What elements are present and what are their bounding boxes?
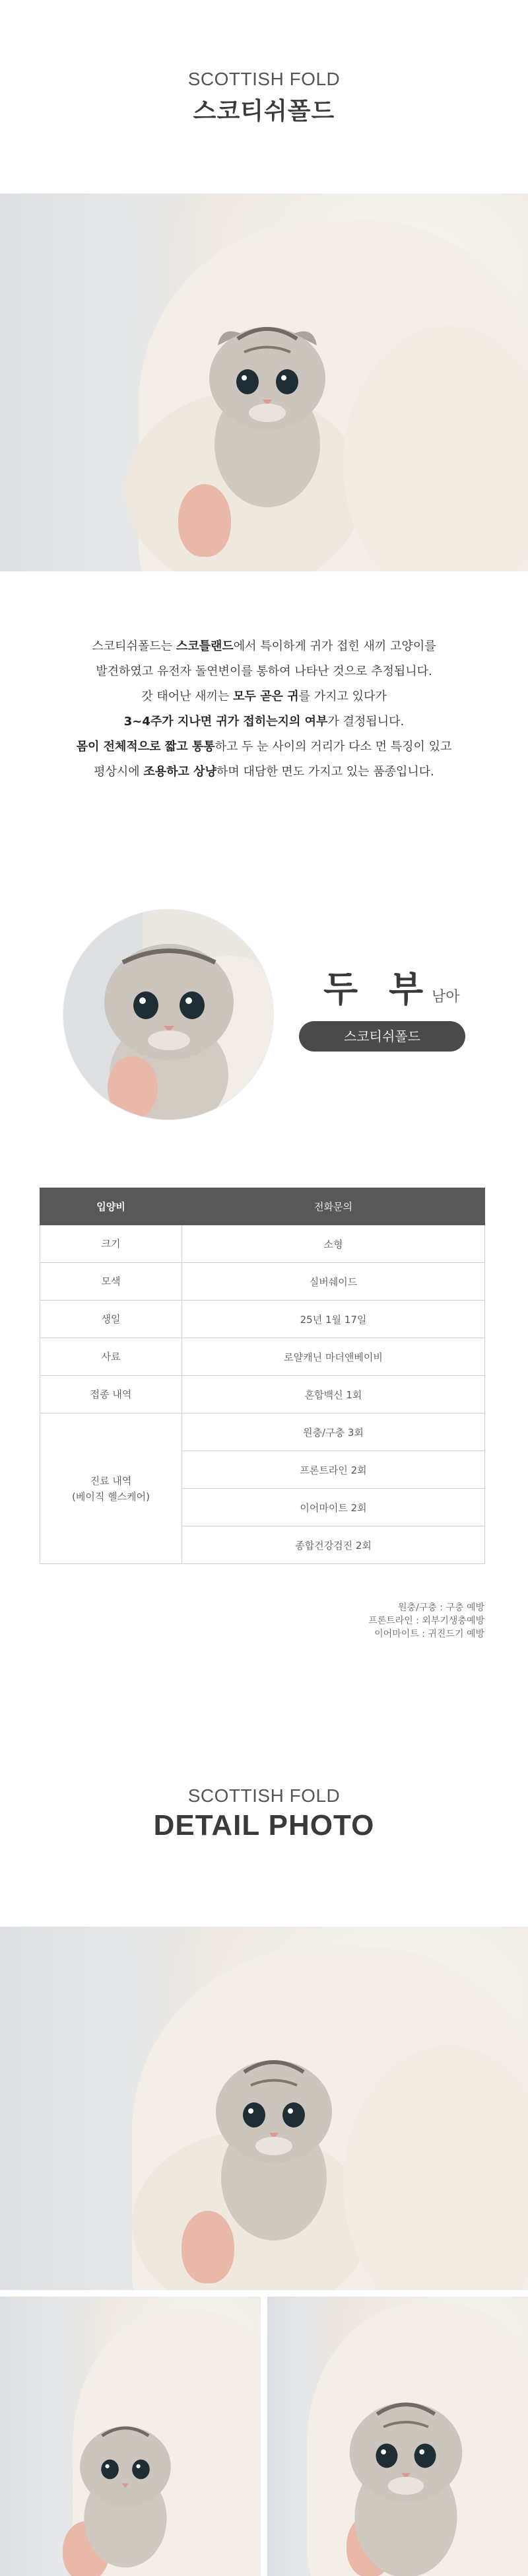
section-header — [0, 1785, 528, 1842]
row-label: 사료 — [40, 1338, 182, 1376]
kitten-image — [63, 910, 273, 1120]
note-line: 프론트라인 : 외부기생충예방 — [368, 1616, 484, 1626]
description-line: 발견하였고 유전자 돌연변이를 통하여 나타난 것으로 추정됩니다. — [96, 664, 432, 678]
care-item: 종합건강검진 2회 — [182, 1526, 485, 1564]
section-title: 스코티쉬폴드 — [193, 98, 335, 125]
table-row — [40, 1263, 485, 1301]
hero-photo — [0, 194, 528, 571]
breed-description — [0, 634, 528, 785]
breed-badge: 스코티쉬폴드 — [299, 1021, 465, 1052]
description-line: 몸이 전체적으로 짧고 통통하고 두 눈 사이의 거리가 다소 먼 특징이 있고 — [76, 740, 452, 754]
row-value: 로얄캐닌 마더앤베이비 — [182, 1338, 485, 1376]
table-row — [40, 1301, 485, 1338]
row-value: 소형 — [182, 1225, 485, 1263]
table-header-label: 입양비 — [40, 1188, 182, 1225]
care-item: 프론트라인 2회 — [182, 1451, 485, 1489]
kitten-image — [198, 2026, 350, 2244]
care-item: 이어마이트 2회 — [182, 1489, 485, 1526]
row-value: 실버쉐이드 — [182, 1263, 485, 1301]
row-label: 접종 내역 — [40, 1376, 182, 1413]
description-line: 평상시에 조용하고 상냥하며 대담한 면도 가지고 있는 품종입니다. — [94, 765, 434, 779]
row-label: 크기 — [40, 1225, 182, 1263]
table-row — [40, 1376, 485, 1413]
description-line: 스코티쉬폴드는 스코틀랜드에서 특이하게 귀가 접힌 새끼 고양이를 — [92, 639, 436, 653]
kitten-image — [66, 2396, 185, 2574]
care-notes — [368, 1601, 484, 1641]
detail-photo-left — [0, 2297, 261, 2576]
profile-photo — [63, 910, 273, 1120]
care-item: 원충/구충 3회 — [182, 1413, 485, 1451]
care-label: 진료 내역 (베이직 헬스케어) — [40, 1413, 182, 1564]
section-subtitle: SCOTTISH FOLD — [187, 1785, 341, 1806]
row-label: 모색 — [40, 1263, 182, 1301]
note-line: 이어마이트 : 귀진드기 예방 — [374, 1629, 484, 1639]
detail-photo-right — [267, 2297, 528, 2576]
row-value: 혼합백신 1회 — [182, 1376, 485, 1413]
section-subtitle: SCOTTISH FOLD — [187, 69, 341, 89]
table-row — [40, 1413, 485, 1451]
table-header-row — [40, 1188, 485, 1225]
description-line: 갓 태어난 새끼는 모두 곧은 귀를 가지고 있다가 — [141, 690, 387, 703]
table-row — [40, 1225, 485, 1263]
pet-name: 두 부 — [323, 968, 433, 1010]
kitten-image — [330, 2369, 482, 2576]
kitten-image — [191, 293, 343, 511]
section-header — [0, 69, 528, 126]
note-line: 원충/구충 : 구충 예방 — [398, 1602, 484, 1613]
row-label: 생일 — [40, 1301, 182, 1338]
row-value: 25년 1월 17일 — [182, 1301, 485, 1338]
section-title: DETAIL PHOTO — [153, 1809, 375, 1842]
pet-info-table — [40, 1188, 485, 1564]
table-row — [40, 1338, 485, 1376]
table-header-value: 전화문의 — [182, 1188, 485, 1225]
description-line: 3~4주가 지나면 귀가 접히는지의 여부가 결정됩니다. — [123, 715, 405, 729]
detail-photo-large — [0, 1927, 528, 2290]
pet-gender: 남아 — [432, 989, 460, 1005]
